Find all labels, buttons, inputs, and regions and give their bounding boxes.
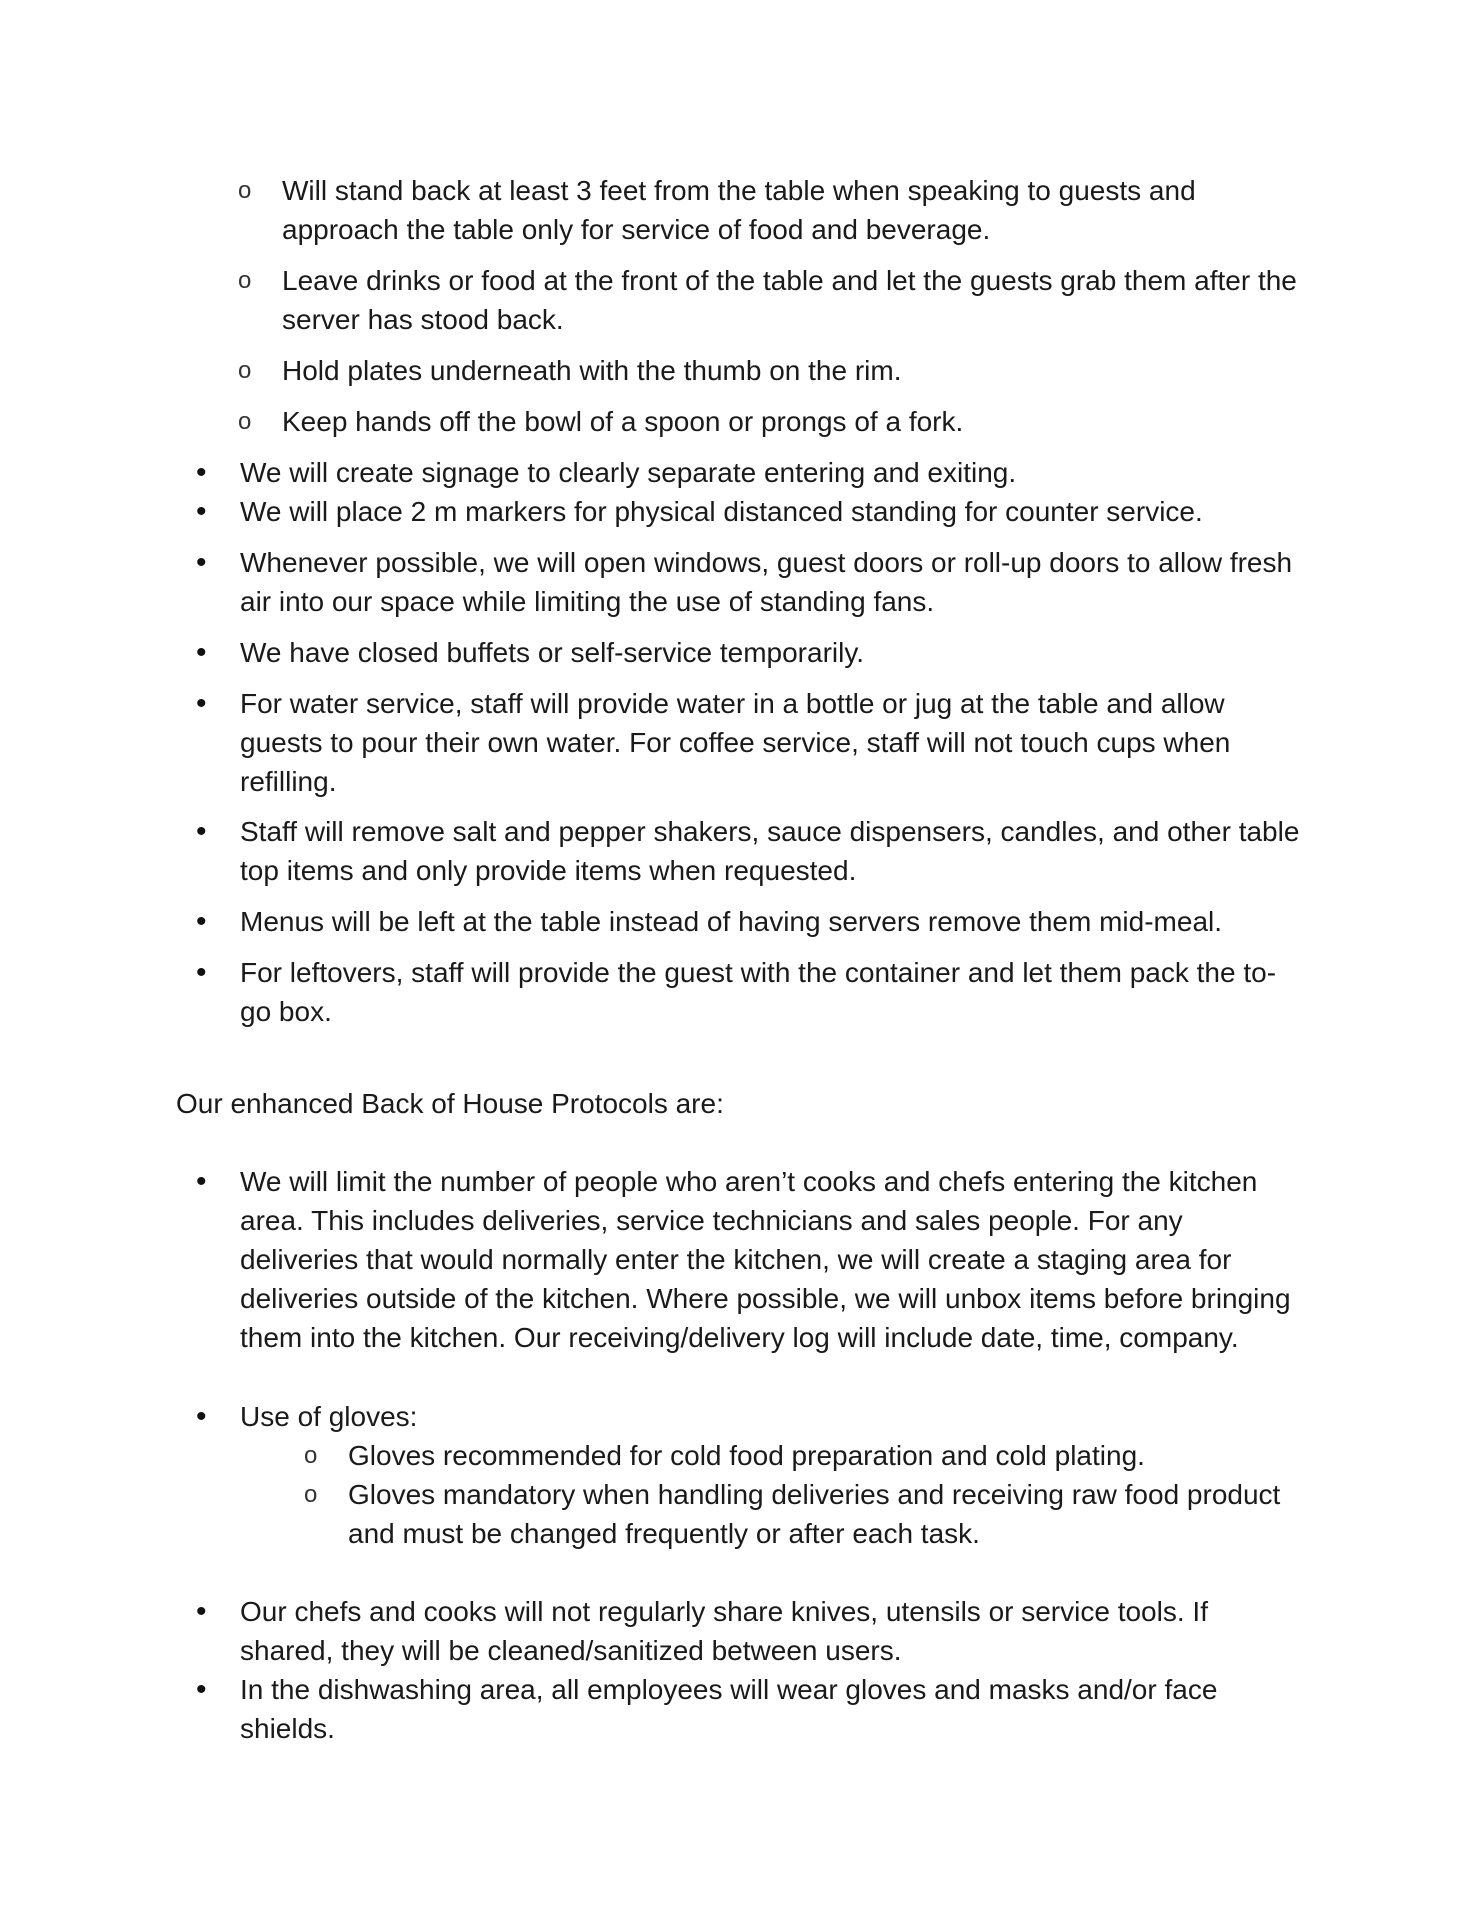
list-item-text: Use of gloves:	[240, 1401, 418, 1432]
bullet-marker: •	[196, 1595, 207, 1628]
list-item	[238, 351, 1298, 390]
bullet-marker: •	[196, 815, 207, 848]
list-item	[196, 1397, 1306, 1436]
list-item-text: Will stand back at least 3 feet from the table when speaking to guests and approach the table only for service of food and beverage.	[282, 175, 1196, 245]
list-item-text: Gloves recommended for cold food preparation and cold plating.	[348, 1440, 1145, 1471]
list-marker: o	[238, 408, 252, 435]
list-item	[238, 261, 1298, 339]
bullet-marker: •	[196, 905, 207, 938]
list-item	[196, 453, 1306, 492]
list-marker: o	[304, 1442, 318, 1469]
list-item	[196, 1670, 1306, 1748]
bullet-marker: •	[196, 495, 207, 528]
bullet-marker: •	[196, 546, 207, 579]
list-item-text: Menus will be left at the table instead of having servers remove them mid-meal.	[240, 906, 1223, 937]
list-item	[196, 633, 1306, 672]
list-item-text: Leave drinks or food at the front of the table and let the guests grab them after the server has stood back.	[282, 265, 1297, 335]
list-item-text: Whenever possible, we will open windows, guest doors or roll-up doors to allow fresh air into our space while limiting the use of standing fans.	[240, 547, 1293, 617]
list-marker: o	[238, 267, 252, 294]
list-item-text: Keep hands off the bowl of a spoon or prongs of a fork.	[282, 406, 964, 437]
bullet-marker: •	[196, 456, 207, 489]
list-item-text: We will place 2 m markers for physical distanced standing for counter service.	[240, 496, 1203, 527]
list-item-text: Gloves mandatory when handling deliveries and receiving raw food product and must be changed frequently or after each task.	[348, 1479, 1281, 1549]
bullet-marker: •	[196, 687, 207, 720]
list-item	[238, 171, 1298, 249]
list-item	[238, 402, 1298, 441]
section-heading: Our enhanced Back of House Protocols are:	[176, 1088, 724, 1119]
list-item	[196, 902, 1306, 941]
list-item-text: We have closed buffets or self-service temporarily.	[240, 637, 865, 668]
list-item	[196, 812, 1306, 890]
bullet-marker: •	[196, 956, 207, 989]
list-item	[196, 1592, 1306, 1670]
list-item	[196, 953, 1306, 1031]
bullet-marker: •	[196, 1673, 207, 1706]
list-item-text: Our chefs and cooks will not regularly share knives, utensils or service tools. If shared, they will be cleaned/sanitized between users.	[240, 1596, 1208, 1666]
list-item-text: In the dishwashing area, all employees will wear gloves and masks and/or face shields.	[240, 1674, 1218, 1744]
list-marker: o	[238, 357, 252, 384]
bullet-marker: •	[196, 1400, 207, 1433]
list-item	[304, 1475, 1304, 1553]
bullet-marker: •	[196, 636, 207, 669]
list-item-text: For leftovers, staff will provide the guest with the container and let them pack the to-go box.	[240, 957, 1277, 1027]
list-item	[196, 492, 1306, 531]
bullet-marker: •	[196, 1165, 207, 1198]
list-item	[196, 1162, 1306, 1357]
list-item-text: Staff will remove salt and pepper shakers, sauce dispensers, candles, and other table top items and only provide items when requested.	[240, 816, 1300, 886]
list-item	[196, 543, 1306, 621]
list-item-text: Hold plates underneath with the thumb on the rim.	[282, 355, 902, 386]
list-item	[304, 1436, 1304, 1475]
list-item	[196, 684, 1306, 801]
list-marker: o	[304, 1481, 318, 1508]
list-item-text: We will create signage to clearly separate entering and exiting.	[240, 457, 1017, 488]
list-item-text: We will limit the number of people who aren’t cooks and chefs entering the kitchen area. This includes deliveries, service technicians and sales people. For any deliveries that would normally enter the kitchen, we will create a staging area for deliveries outside of the kitchen. Where possible, we will unbox items before bringing them into the kitchen. Our receiving/delivery log will include date, time, company.	[240, 1166, 1291, 1353]
list-item-text: For water service, staff will provide water in a bottle or jug at the table and allow guests to pour their own water. For coffee service, staff will not touch cups when refilling.	[240, 688, 1231, 797]
list-marker: o	[238, 177, 252, 204]
